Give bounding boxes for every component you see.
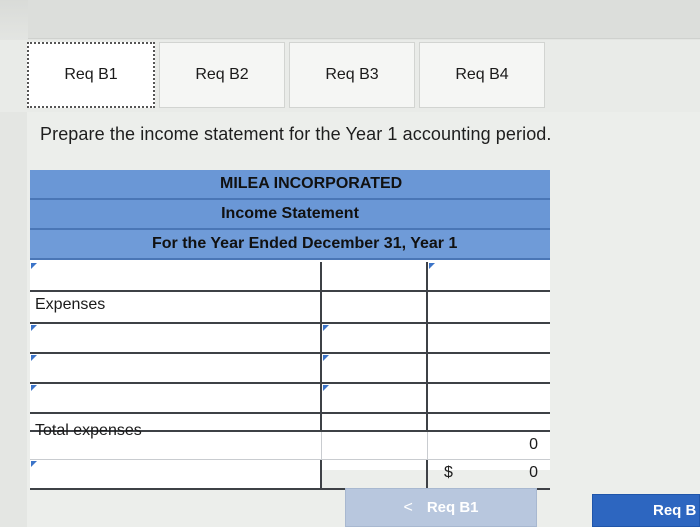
top-bar bbox=[0, 0, 700, 40]
dropdown-marker-icon bbox=[323, 385, 329, 391]
dropdown-marker-icon bbox=[31, 325, 37, 331]
revenue-label-input[interactable] bbox=[30, 262, 322, 290]
expenses-label-cell bbox=[30, 292, 322, 322]
tab-req-b3[interactable] bbox=[289, 42, 415, 108]
tab-req-b2[interactable] bbox=[159, 42, 285, 108]
tab-req-b1[interactable] bbox=[27, 42, 155, 108]
revenue-row bbox=[30, 262, 550, 292]
total-expenses-label: Total expenses bbox=[35, 422, 142, 439]
net-income-label-input[interactable] bbox=[30, 460, 322, 488]
dropdown-marker-icon bbox=[323, 355, 329, 361]
empty-cell bbox=[322, 414, 428, 430]
instruction-text: Prepare the income statement for the Year 1 accounting period. bbox=[40, 124, 552, 144]
empty-cell bbox=[322, 432, 428, 459]
requirement-tabs bbox=[27, 42, 700, 112]
statement-grid bbox=[30, 262, 550, 490]
tab-label: Req B4 bbox=[455, 66, 509, 83]
net-income-value-cell bbox=[428, 460, 546, 488]
next-button-label: Req B bbox=[653, 502, 697, 519]
empty-cell bbox=[428, 292, 546, 322]
tab-label: Req B3 bbox=[325, 66, 379, 83]
tab-label: Req B1 bbox=[64, 66, 118, 83]
statement-period: For the Year Ended December 31, Year 1 bbox=[30, 230, 550, 260]
dropdown-marker-icon bbox=[31, 263, 37, 269]
expense-label-input[interactable] bbox=[30, 354, 322, 382]
dropdown-marker-icon bbox=[323, 325, 329, 331]
revenue-amount-input[interactable] bbox=[322, 262, 428, 290]
expense-label-input[interactable] bbox=[30, 384, 322, 412]
expense-row bbox=[30, 324, 550, 354]
dropdown-marker-icon bbox=[31, 385, 37, 391]
expenses-label: Expenses bbox=[35, 296, 106, 313]
dropdown-marker-icon bbox=[429, 263, 435, 269]
revenue-total-input[interactable] bbox=[428, 262, 546, 290]
expense-amount-input[interactable] bbox=[322, 384, 428, 412]
empty-cell bbox=[428, 324, 546, 352]
tab-label: Req B2 bbox=[195, 66, 249, 83]
empty-cell bbox=[428, 384, 546, 412]
expense-amount-input[interactable] bbox=[322, 324, 428, 352]
expense-label-input[interactable] bbox=[30, 324, 322, 352]
top-bar-panel bbox=[28, 0, 700, 39]
expenses-header-row bbox=[30, 292, 550, 324]
total-expenses-row bbox=[30, 422, 550, 460]
dollar-sign: $ bbox=[444, 464, 453, 481]
empty-cell bbox=[428, 414, 546, 430]
chevron-left-icon: < bbox=[403, 498, 413, 516]
net-income-value: 0 bbox=[529, 464, 538, 481]
statement-header bbox=[30, 170, 550, 260]
statement-title: Income Statement bbox=[30, 200, 550, 230]
next-requirement-button[interactable] bbox=[592, 494, 700, 527]
empty-cell bbox=[428, 354, 546, 382]
dropdown-marker-icon bbox=[31, 355, 37, 361]
tab-req-b4[interactable] bbox=[419, 42, 545, 108]
total-expenses-value: 0 bbox=[529, 436, 538, 453]
previous-button-label: Req B1 bbox=[426, 499, 479, 516]
total-expenses-label-cell bbox=[30, 422, 322, 459]
empty-cell bbox=[322, 292, 428, 322]
expense-row bbox=[30, 354, 550, 384]
net-income-row bbox=[30, 460, 550, 490]
company-name: MILEA INCORPORATED bbox=[30, 170, 550, 200]
total-expenses-value-cell bbox=[428, 432, 546, 459]
expense-amount-input[interactable] bbox=[322, 354, 428, 382]
expense-row bbox=[30, 384, 550, 414]
previous-requirement-button[interactable] bbox=[345, 488, 537, 527]
empty-cell bbox=[322, 460, 428, 488]
dropdown-marker-icon bbox=[31, 461, 37, 467]
left-margin bbox=[0, 112, 27, 527]
